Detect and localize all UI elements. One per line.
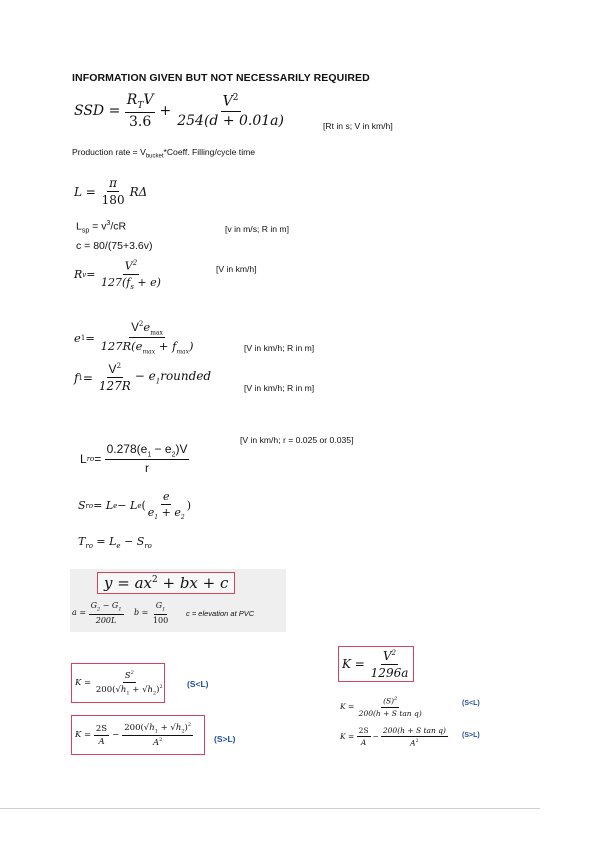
f1-sup: 2 xyxy=(116,362,122,370)
parabola-a-fraction xyxy=(89,601,124,625)
k-sight2-term2: $\frac{200(√h_1 + √h_2)^2}{A^2}$ xyxy=(124,721,192,749)
k-sight2-lhs: K = xyxy=(75,730,92,740)
parabola-a-lhs: a = xyxy=(72,608,87,618)
lro-eq: = xyxy=(94,451,102,466)
ssd-rt: R xyxy=(126,92,138,108)
rv-den-sub: s xyxy=(130,282,134,291)
ssd-formula xyxy=(74,92,286,130)
k-sight-h1s: 1 xyxy=(126,690,130,697)
k-sight-s-less-l xyxy=(71,663,165,703)
lro-mid: − e xyxy=(151,442,172,456)
rv-num: V xyxy=(124,259,133,273)
rv-den: 127(f xyxy=(100,275,131,289)
lsp-note: [v in m/s; R in m] xyxy=(225,224,289,234)
f1-note: [V in km/h; R in m] xyxy=(244,383,315,393)
lsp-sup: 3 xyxy=(106,220,111,227)
sro-dplus: + e xyxy=(158,506,181,519)
parabola-b-fraction xyxy=(151,601,170,625)
k-comfort-lhs: K = xyxy=(342,657,365,671)
lro-num: 0.278(e xyxy=(106,442,148,456)
page-heading: INFORMATION GIVEN BUT NOT NECESSARILY REQUIRED xyxy=(72,72,370,84)
lsp-l: L xyxy=(76,220,82,233)
sro-fraction xyxy=(146,490,187,521)
k-sight-plus: + xyxy=(129,684,143,695)
e1-den-sub1: max xyxy=(142,348,156,356)
arc-length-formula xyxy=(74,176,147,207)
e1-note: [V in km/h; R in m] xyxy=(244,343,315,353)
tro-e-sub: e xyxy=(116,542,121,551)
k-sight2-minus: − xyxy=(112,730,120,740)
parabola-a-den: 200L xyxy=(95,615,117,625)
e1-num-e: e xyxy=(143,320,151,334)
parabola-eq: y = ax xyxy=(104,574,152,592)
parabola-a-s1: 1 xyxy=(118,606,122,613)
k-sight-h2: h xyxy=(147,684,153,695)
k-sight-den-b: ) xyxy=(156,684,160,695)
lsp-formula xyxy=(76,216,152,239)
e1-sub: 1 xyxy=(80,333,86,342)
e1-den-end: ) xyxy=(189,339,194,354)
k-head2-term1 xyxy=(357,726,371,747)
sro-d1: 1 xyxy=(154,514,159,522)
parabola-a xyxy=(72,601,124,625)
arc-rdelta: RΔ xyxy=(129,184,148,199)
f1-num: V xyxy=(108,362,117,376)
k-sight-lhs: K = xyxy=(75,678,92,688)
ssd-note: [Rt in s; V in km/h] xyxy=(323,121,393,131)
lro-note: [V in km/h; r = 0.025 or 0.035] xyxy=(240,435,354,445)
parabola-c-note: c = elevation at PVC xyxy=(186,609,255,618)
parabola-b-s1: 1 xyxy=(162,606,166,613)
k-sight2-h1s: 1 xyxy=(154,728,158,735)
k-comfort-num: V xyxy=(382,648,392,663)
parabola-b-g1: G xyxy=(155,601,163,610)
k-sight-tag: (S<L) xyxy=(187,679,209,689)
parabola-a-g2: G xyxy=(90,601,97,610)
k-sight-den-a: 200( xyxy=(95,684,116,695)
k-comfort-fraction xyxy=(369,649,411,680)
k-sight2-h2s: 2 xyxy=(181,728,185,735)
sro-sub: ro xyxy=(85,501,94,510)
k-sight-h2s: 2 xyxy=(152,690,157,697)
k-sight2-h2: h xyxy=(175,722,182,733)
tro-minus: − S xyxy=(120,535,145,548)
e1-den: 127R(e xyxy=(100,339,143,354)
lro-s2: 2 xyxy=(171,451,176,459)
k-head-den: 200(h + S tan q) xyxy=(358,708,422,718)
rv-sub: v xyxy=(82,270,87,279)
lro-l: L xyxy=(80,451,87,466)
k-sight2-t1-den: A xyxy=(98,736,105,747)
rv-r: R xyxy=(74,268,83,282)
ssd-fraction-1 xyxy=(125,92,156,130)
lsp-block xyxy=(76,216,152,254)
k-head-num: (S) xyxy=(383,696,395,706)
ssd-plus: + xyxy=(159,102,172,119)
k-head2-lhs: K = xyxy=(340,732,355,742)
k-head2-den-sup: 2 xyxy=(415,738,419,744)
f1-rest-sub: 1 xyxy=(155,377,161,386)
sro-minus: − L xyxy=(117,499,138,513)
ssd-rt-sub: T xyxy=(137,100,144,111)
k-sight2-sup: 2 xyxy=(187,721,192,728)
lsp-sub: sp xyxy=(81,227,90,235)
f1-rounded: rounded xyxy=(160,369,212,384)
lro-s1: 1 xyxy=(147,451,152,459)
k-comfort-sup: 2 xyxy=(391,648,397,657)
f1-minus-e: − e xyxy=(134,369,156,384)
k-comfort-den: 1296a xyxy=(370,665,409,680)
k-sight2-term1 xyxy=(94,724,109,747)
e1-num-sub: max xyxy=(150,329,163,337)
tro-formula xyxy=(78,535,152,550)
arc-pi: π xyxy=(109,176,118,190)
k-head2-term2 xyxy=(381,726,448,748)
tro-sub: ro xyxy=(85,542,93,551)
k-sight2-t1-num: 2S xyxy=(95,723,108,734)
sro-formula xyxy=(78,490,191,521)
k-headlight-s-less-l xyxy=(340,696,424,718)
production-sub: bucket xyxy=(145,153,164,160)
ssd-v2: V xyxy=(222,93,233,110)
sro-d2: 2 xyxy=(180,514,185,522)
rv-formula xyxy=(74,259,163,291)
k-head-lhs: K = xyxy=(340,702,355,712)
k-sight-num: S xyxy=(124,670,131,681)
f1-fraction xyxy=(97,362,133,393)
sro-l-sub: e xyxy=(137,501,142,510)
arc-fraction xyxy=(100,176,127,207)
e1-sup: 2 xyxy=(138,320,144,329)
e1-eq: = xyxy=(85,330,95,345)
k-head2-tag: (S>L) xyxy=(462,732,480,739)
rv-den-rest: + e) xyxy=(133,275,161,289)
e1-den-mid: + f xyxy=(155,339,177,354)
sro-eq: = L xyxy=(93,499,114,513)
sro-den-e1: e xyxy=(147,506,155,519)
parabola-b-lhs: b = xyxy=(134,608,149,618)
ssd-v2-sup: 2 xyxy=(232,93,239,104)
lsp-rest: = v xyxy=(89,220,107,233)
sro-s: S xyxy=(78,499,86,513)
f1-eq: = xyxy=(82,370,93,385)
arc-lhs: L = xyxy=(74,184,96,199)
k-head2-t1-den: A xyxy=(360,738,367,748)
ssd-lhs: SSD = xyxy=(74,102,121,119)
k-head2-minus: − xyxy=(372,732,379,742)
f1-sub: 1 xyxy=(78,373,83,382)
k-comfort xyxy=(338,646,414,682)
lro-den: r xyxy=(145,461,150,476)
lro-fraction xyxy=(105,442,190,475)
lro-formula xyxy=(80,442,189,475)
lsp-c: c = 80/(75+3.6v) xyxy=(76,239,153,252)
k-sight-den-sup: 2 xyxy=(159,683,163,690)
parabola-eq-rest: + bx + c xyxy=(157,574,229,592)
k-head2-t2-den: A xyxy=(410,738,416,748)
arc-180: 180 xyxy=(101,193,125,207)
k-sight-s-greater-l xyxy=(71,715,205,755)
k-head-sup: 2 xyxy=(394,696,398,702)
k-sight2-num-a: 200( xyxy=(124,722,144,733)
rv-eq: = xyxy=(86,268,96,282)
parabola-sup: 2 xyxy=(151,575,158,585)
e1-den-sub2: max xyxy=(176,348,189,356)
production-text-a: Production rate = V xyxy=(72,147,146,157)
footer-rule xyxy=(0,808,540,809)
ssd-fraction-2 xyxy=(175,93,286,129)
rv-sup: 2 xyxy=(132,259,138,267)
production-text-b: *Coeff. Filling/cycle time xyxy=(163,147,256,157)
e1-fraction xyxy=(99,320,196,356)
k-sight2-plus: + xyxy=(157,722,171,733)
k-sight2-den: A xyxy=(152,738,160,749)
production-rate xyxy=(72,147,255,160)
k-sight-h1: h xyxy=(120,684,127,695)
rv-note: [V in km/h] xyxy=(216,264,257,274)
k-headlight-s-greater-l xyxy=(340,726,448,748)
sro-num: e xyxy=(162,490,170,503)
lsp-rest2: /cR xyxy=(110,220,127,233)
ssd-v: V xyxy=(143,92,154,108)
e1-num-v: V xyxy=(131,322,139,334)
tro-s-sub: ro xyxy=(144,542,152,551)
k-sight-sup: 2 xyxy=(130,669,134,676)
sro-open: ( xyxy=(141,499,146,513)
k-head2-t2-num: 200(h + S tan q) xyxy=(382,726,446,735)
tro-t: T xyxy=(78,535,86,548)
parabola-equation xyxy=(97,572,235,594)
e1-formula xyxy=(74,320,196,356)
k-sight2-num-b: ) xyxy=(184,722,188,733)
k-head2-t1-num: 2S xyxy=(358,726,369,736)
k-sight2-tag: (S>L) xyxy=(214,734,236,744)
sro-e-sub: e xyxy=(113,501,118,510)
k-head-tag: (S<L) xyxy=(462,700,480,707)
parabola-a-s2: 2 xyxy=(96,606,101,613)
tro-eq: = L xyxy=(92,535,117,548)
lro-end: )V xyxy=(175,442,188,456)
parabola-b xyxy=(134,601,170,625)
parabola-a-mid: − G xyxy=(100,601,119,610)
k-head-fraction xyxy=(357,696,424,718)
k-sight2-h1: h xyxy=(149,722,155,733)
ssd-den-1: 3.6 xyxy=(129,113,152,130)
f1-f: f xyxy=(74,370,79,385)
f1-den: 127R xyxy=(98,379,131,393)
sro-close: ) xyxy=(186,499,191,513)
parabola-panel xyxy=(70,569,286,632)
lro-sub: ro xyxy=(86,454,95,463)
parabola-b-den: 100 xyxy=(152,615,169,625)
k-sight2-den-sup: 2 xyxy=(159,737,163,744)
rv-fraction xyxy=(99,259,163,291)
k-sight-fraction: $\frac{S^2}{200(√h_1 + √h_2)^2}$ xyxy=(95,669,163,697)
ssd-den-2: 254(d + 0.01a) xyxy=(177,112,284,129)
f1-formula xyxy=(74,362,211,393)
e1-e: e xyxy=(74,330,81,345)
